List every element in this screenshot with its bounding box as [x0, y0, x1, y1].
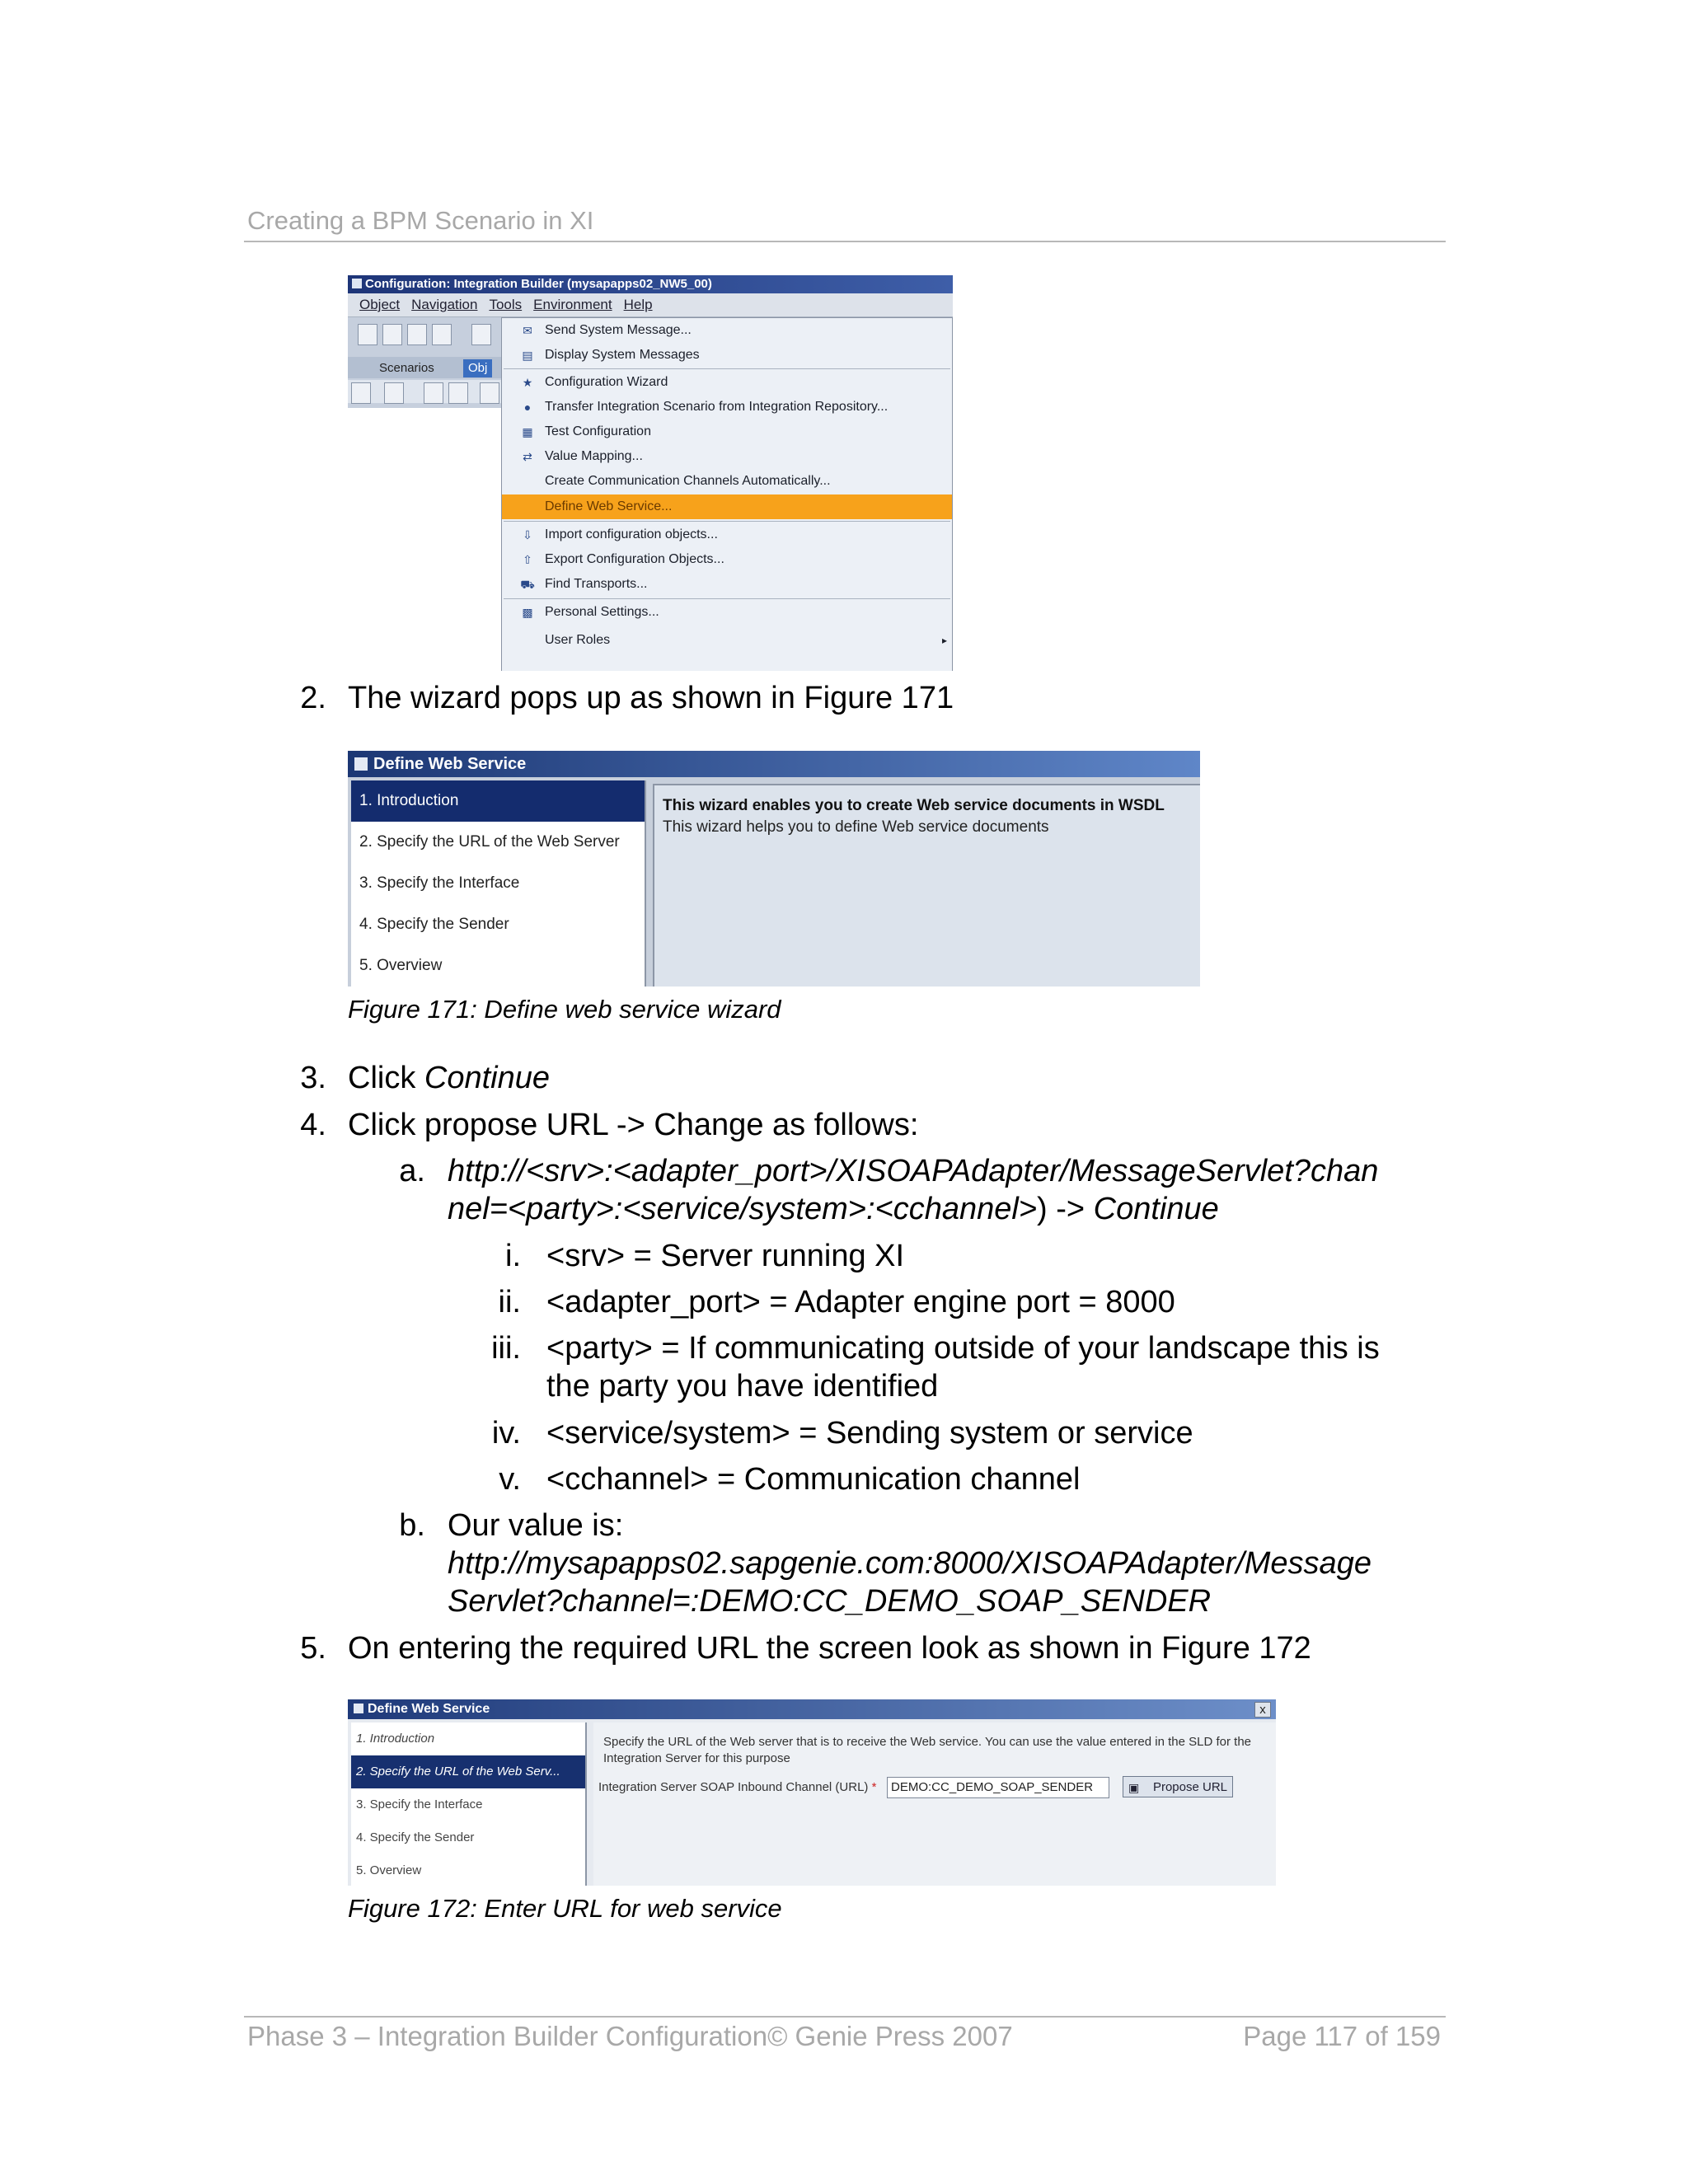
menu-item-send-system-message[interactable]: ✉ Send System Message... [502, 318, 952, 343]
menu-item-configuration-wizard[interactable]: ★ Configuration Wizard [502, 370, 952, 395]
menu-item-create-communication-channels[interactable]: Create Communication Channels Automatically... [545, 474, 831, 488]
wizard-step-overview[interactable]: 5. Overview [359, 957, 443, 974]
tab-objects[interactable]: Obj [463, 359, 492, 377]
app-icon [354, 757, 368, 771]
display-messages-icon: ▤ [522, 349, 533, 362]
tab-scenarios[interactable]: Scenarios [379, 361, 434, 375]
step-4b-url-line1: http://mysapapps02.sapgenie.com:8000/XISOAPAdapter/Message [448, 1546, 1372, 1581]
required-marker: * [871, 1780, 877, 1794]
screenshot-enter-url [348, 1699, 1276, 1886]
step-4b-url-line2: Servlet?channel=:DEMO:CC_DEMO_SOAP_SENDER [448, 1584, 1212, 1619]
running-header: Creating a BPM Scenario in XI [247, 206, 594, 235]
page-number: Page 117 of 159 [1243, 2021, 1441, 2051]
window-title: Define Web Service [368, 1702, 490, 1716]
window-title: Configuration: Integration Builder (mysapapps02_NW5_00) [365, 277, 712, 291]
secondary-toolbar [348, 380, 501, 403]
continue-term: Continue [424, 1061, 551, 1095]
list-roman: v. [499, 1462, 521, 1497]
list-letter: a. [399, 1154, 425, 1188]
menu-object[interactable]: Object [359, 297, 401, 312]
send-message-icon: ✉ [523, 324, 532, 337]
menu-item-export-configuration-objects[interactable]: ⇧ Export Configuration Objects... [502, 547, 952, 572]
list-number: 2. [300, 681, 326, 715]
wizard-step-introduction[interactable]: 1. Introduction [356, 1732, 435, 1746]
list-roman: iv. [491, 1416, 521, 1451]
figure-172-caption: Figure 172: Enter URL for web service [348, 1894, 782, 1923]
settings-icon[interactable] [351, 382, 371, 404]
export-icon: ⇧ [523, 553, 532, 566]
wizard-step-url[interactable]: 2. Specify the URL of the Web Server [359, 833, 620, 851]
step-2-text: The wizard pops up as shown in Figure 171 [348, 681, 954, 715]
filter-icon[interactable] [448, 382, 468, 404]
app-icon [354, 1704, 363, 1713]
wizard-step-interface[interactable]: 3. Specify the Interface [359, 874, 520, 892]
wizard-step-url[interactable]: 2. Specify the URL of the Web Serv... [351, 1755, 585, 1788]
find-transports-icon: ⛟ [520, 578, 535, 591]
list-roman: ii. [498, 1285, 521, 1319]
menu-item-import-configuration-objects[interactable]: ⇩ Import configuration objects... [502, 523, 952, 547]
wizard-steps [351, 780, 646, 987]
step-5-text: On entering the required URL the screen look as shown in Figure 172 [348, 1631, 1311, 1666]
figure-171-caption: Figure 171: Define web service wizard [348, 995, 781, 1024]
item-cchannel: <cchannel> = Communication channel [546, 1462, 1081, 1497]
close-icon[interactable]: x [1254, 1702, 1271, 1718]
transfer-icon: ● [523, 401, 532, 414]
item-service-system: <service/system> = Sending system or service [546, 1416, 1193, 1451]
footer-rule [244, 2016, 1446, 2018]
import-icon: ⇩ [523, 528, 532, 541]
wizard-heading: This wizard enables you to create Web service documents in WSDL [663, 797, 1165, 814]
item-srv: <srv> = Server running XI [546, 1239, 905, 1273]
list-number: 4. [300, 1108, 326, 1142]
menu-item-define-web-service[interactable]: Define Web Service... [502, 494, 952, 519]
menu-item-find-transports[interactable]: ⛟ Find Transports... [520, 577, 648, 591]
propose-url-button[interactable]: ▣ Propose URL [1123, 1776, 1233, 1797]
value-mapping-icon: ⇄ [523, 450, 532, 463]
settings-icon: ▩ [522, 606, 533, 619]
users-icon[interactable] [424, 382, 443, 404]
url-field-label: Integration Server SOAP Inbound Channel (URL) * [598, 1780, 877, 1794]
wizard-step-interface[interactable]: 3. Specify the Interface [356, 1797, 483, 1811]
menu-navigation[interactable]: Navigation [411, 297, 478, 312]
window-titlebar [348, 751, 1200, 777]
list-roman: i. [505, 1239, 521, 1273]
wizard-step-overview[interactable]: 5. Overview [356, 1863, 422, 1877]
test-icon: ▦ [522, 425, 533, 438]
tools-menu [501, 317, 953, 671]
window-titlebar [348, 1699, 1276, 1719]
dropdown-icon[interactable] [480, 382, 499, 404]
menu-item-transfer-integration-scenario[interactable]: ● Transfer Integration Scenario from Integration Repository... [502, 395, 952, 419]
wizard-step-sender[interactable]: 4. Specify the Sender [356, 1830, 475, 1844]
menu-separator [504, 521, 950, 522]
window-titlebar [348, 275, 953, 293]
step-4b-line1: Our value is: [448, 1508, 624, 1543]
screenshot-tools-menu [348, 275, 953, 671]
screenshot-define-web-service [348, 751, 1200, 987]
tool-icon[interactable] [471, 324, 491, 345]
menu-item-display-system-messages[interactable]: ▤ Display System Messages [502, 343, 952, 368]
wizard-content [653, 784, 1200, 987]
copy-icon[interactable] [407, 324, 427, 345]
item-party: <party> = If communicating outside of your landscape this is [546, 1331, 1380, 1366]
step-4a-line1: http://<srv>:<adapter_port>/XISOAPAdapter/MessageServlet?chan [448, 1154, 1379, 1188]
menu-item-value-mapping[interactable]: ⇄ Value Mapping... [502, 444, 952, 469]
footer-left: Phase 3 – Integration Builder Configuration© Genie Press 2007 [247, 2021, 1013, 2051]
item-party-continued: the party you have identified [546, 1369, 939, 1404]
new-icon[interactable] [358, 324, 377, 345]
list-roman: iii. [491, 1331, 521, 1366]
binoculars-icon: ▣ [1128, 1781, 1140, 1794]
window-title: Define Web Service [373, 755, 527, 773]
list-number: 3. [300, 1061, 326, 1095]
header-rule [244, 241, 1446, 242]
step-3-text: Click Continue [348, 1061, 551, 1095]
step-4a-line2: nel=<party>:<service/system>:<cchannel>) -> Continue [448, 1192, 1219, 1226]
url-input[interactable]: DEMO:CC_DEMO_SOAP_SENDER [887, 1777, 1109, 1798]
menu-environment[interactable]: Environment [533, 297, 612, 312]
save-icon[interactable] [432, 324, 452, 345]
binoculars-icon[interactable] [384, 382, 404, 404]
wizard-description: Specify the URL of the Web server that is to receive the Web service. You can use the value entered in the SLD for the Integration Server for this purpose [603, 1735, 1251, 1765]
item-adapter-port: <adapter_port> = Adapter engine port = 8000 [546, 1285, 1175, 1319]
wizard-icon: ★ [522, 376, 533, 389]
step-4-text: Click propose URL -> Change as follows: [348, 1108, 919, 1142]
menu-item-personal-settings[interactable]: ▩ Personal Settings... [502, 600, 952, 625]
submenu-arrow-icon: ▸ [941, 635, 947, 646]
menu-help[interactable]: Help [623, 297, 653, 312]
wizard-steps [351, 1722, 587, 1886]
menu-separator [504, 368, 950, 369]
menu-item-test-configuration[interactable]: ▦ Test Configuration [502, 419, 952, 444]
menu-separator [504, 598, 950, 599]
wizard-content [593, 1722, 1276, 1886]
list-number: 5. [300, 1631, 326, 1666]
list-letter: b. [399, 1508, 425, 1543]
toolbar-area [348, 317, 501, 408]
tab-strip [348, 357, 501, 378]
open-icon[interactable] [382, 324, 402, 345]
wizard-step-sender[interactable]: 4. Specify the Sender [359, 916, 509, 933]
menubar [348, 293, 953, 317]
menu-item-user-roles[interactable]: User Roles ▸ [502, 628, 952, 653]
app-icon [352, 279, 362, 288]
wizard-description: This wizard helps you to define Web service documents [663, 818, 1049, 836]
wizard-step-introduction[interactable]: 1. Introduction [351, 780, 645, 822]
menu-tools[interactable]: Tools [489, 297, 523, 312]
